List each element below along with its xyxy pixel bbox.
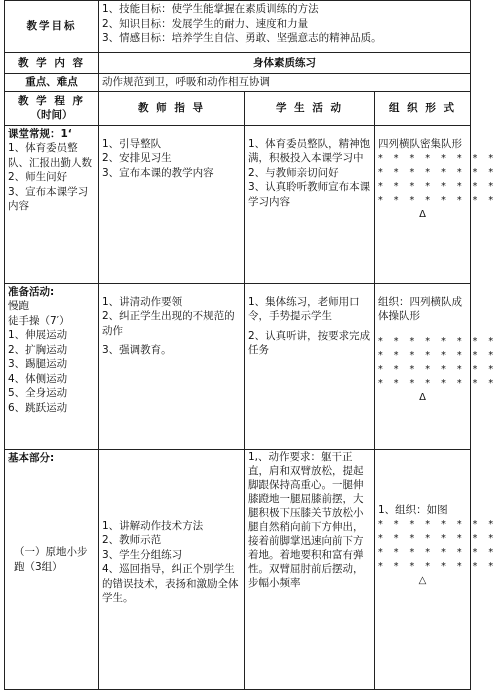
- organization-text: 四列横队密集队形: [378, 137, 462, 150]
- procedure-step: 6、跳跃运动: [8, 401, 68, 414]
- header-row: [5, 91, 471, 125]
- content-row: [5, 53, 471, 74]
- procedure-step: 徒手操（7′）: [8, 314, 70, 327]
- formation-stars: * * * * * * * *: [378, 181, 497, 192]
- content-label: 教 学 内 容: [5, 53, 99, 74]
- procedure-cell: [5, 125, 99, 283]
- procedure-step: 2、扩胸运动: [8, 343, 68, 356]
- procedure-step: 1、体育委员整队、汇报出勤人数: [8, 142, 92, 169]
- procedure-cell: [5, 283, 99, 449]
- teacher-step: 1、讲清动作要领: [102, 295, 183, 308]
- teacher-step: 3、学生分组练习: [102, 548, 183, 561]
- header-teacher: 教 师 指 导: [99, 91, 245, 125]
- formation-stars: * * * * * * * *: [378, 547, 497, 558]
- student-step: 2、与教师亲切问好: [248, 166, 339, 179]
- objectives-cell: [99, 1, 471, 53]
- organization-text: 组织：四列横队成体操队形: [378, 295, 462, 322]
- teacher-cell: [99, 283, 245, 449]
- objectives-label: 教学目标: [5, 1, 99, 53]
- organization-text: 1、组织：如图: [378, 503, 448, 516]
- procedure-step: 4、体侧运动: [8, 372, 68, 385]
- key-points-row: [5, 74, 471, 92]
- teacher-position-triangle-icon: Δ: [419, 209, 426, 220]
- teacher-cell: [99, 449, 245, 689]
- teacher-position-triangle-icon: △: [418, 575, 427, 586]
- student-cell: [245, 125, 375, 283]
- organization-cell: [375, 449, 497, 689]
- organization-cell: [375, 125, 497, 283]
- student-step: 2、认真听讲，按要求完成任务: [248, 329, 371, 356]
- teacher-step: 3、宣布本课的教学内容: [102, 166, 214, 179]
- teacher-cell: [99, 125, 245, 283]
- teacher-step: 2、教师示范: [102, 534, 162, 546]
- teacher-position-triangle-icon: Δ: [419, 391, 426, 403]
- formation-stars: * * * * * * * *: [378, 519, 497, 530]
- content-value: 身体素质练习: [99, 53, 471, 74]
- student-step: 1、集体练习，老师用口令，手势提示学生: [248, 295, 360, 322]
- header-organization: 组 织 形 式: [375, 91, 471, 125]
- formation-stars: * * * * * * * *: [378, 335, 497, 347]
- student-step: 3、认真聆听教师宣布本课学习内容: [248, 181, 371, 208]
- objective-knowledge: 2、知识目标：发展学生的耐力、速度和力量: [102, 17, 309, 30]
- procedure-step: 慢跑: [8, 300, 29, 312]
- lesson-plan-page: [4, 0, 497, 690]
- header-procedure: [5, 91, 99, 125]
- objective-skill: 1、技能目标：使学生能掌握在素质训练的方法: [102, 3, 319, 15]
- student-cell: [245, 449, 375, 689]
- formation-stars: * * * * * * * *: [378, 349, 497, 361]
- procedure-step: 1、伸展运动: [8, 329, 68, 341]
- formation-stars: * * * * * * * *: [378, 561, 497, 572]
- procedure-title: 课堂常规：1‘: [8, 127, 72, 140]
- teacher-step: 3、强调教育。: [102, 344, 172, 356]
- procedure-step: （一）原地小步跑（3组）: [14, 546, 88, 573]
- key-points-value: 动作规范到卫，呼吸和动作相互协调: [99, 74, 471, 92]
- objectives-row: [5, 1, 471, 53]
- table-row: [5, 449, 471, 689]
- lesson-plan-table: [4, 0, 497, 690]
- formation-stars: * * * * * * * *: [378, 195, 497, 206]
- formation-stars: * * * * * * * *: [378, 377, 497, 389]
- procedure-step: 5、全身运动: [8, 387, 68, 399]
- teacher-step: 1、讲解动作技术方法: [102, 519, 204, 532]
- formation-stars: * * * * * * * *: [378, 167, 497, 178]
- header-time-label: （时间）: [30, 109, 73, 121]
- key-points-label: 重点、难点: [5, 74, 99, 92]
- header-procedure-label: 教 学 程 序: [18, 94, 85, 107]
- teacher-step: 2、安排见习生: [102, 152, 172, 164]
- student-step: 1,、动作要求：躯干正直，肩和双臂放松，提起脚跟保持高重心。一腿伸膝蹬地一腿屈膝前摆，大腿积极下压膝关节放松小腿自然稍向前下方伸出，接着前脚掌迅速向前下方着地。着地要积和富有弹性。双臂屈肘前后摆动，步幅小频率: [248, 450, 364, 589]
- procedure-title: 准备活动:: [8, 285, 55, 298]
- table-row: [5, 125, 471, 283]
- procedure-cell: [5, 449, 99, 689]
- header-student: 学 生 活 动: [245, 91, 375, 125]
- teacher-step: 4、巡回指导，纠正个别学生的错误技术，表扬和激励全体学生。: [102, 563, 239, 604]
- formation-stars: * * * * * * * *: [378, 363, 497, 375]
- student-cell: [245, 283, 375, 449]
- objective-emotion: 3、情感目标：培养学生自信、勇敢、坚强意志的精神品质。: [102, 32, 382, 44]
- table-row: [5, 283, 471, 449]
- procedure-step: 3、宣布本课学习内容: [8, 185, 89, 212]
- procedure-step: 2、师生问好: [8, 171, 68, 183]
- formation-stars: * * * * * * * *: [378, 153, 497, 164]
- procedure-title: 基本部分:: [8, 451, 55, 464]
- organization-cell: [375, 283, 497, 449]
- teacher-step: 2、纠正学生出现的不规范的动作: [102, 310, 235, 337]
- student-step: 1、体育委员整队，精神饱满，积极投入本课学习中: [248, 137, 371, 164]
- procedure-step: 3、踢腿运动: [8, 358, 68, 370]
- teacher-step: 1、引导整队: [102, 137, 162, 150]
- formation-stars: * * * * * * * *: [378, 533, 497, 544]
